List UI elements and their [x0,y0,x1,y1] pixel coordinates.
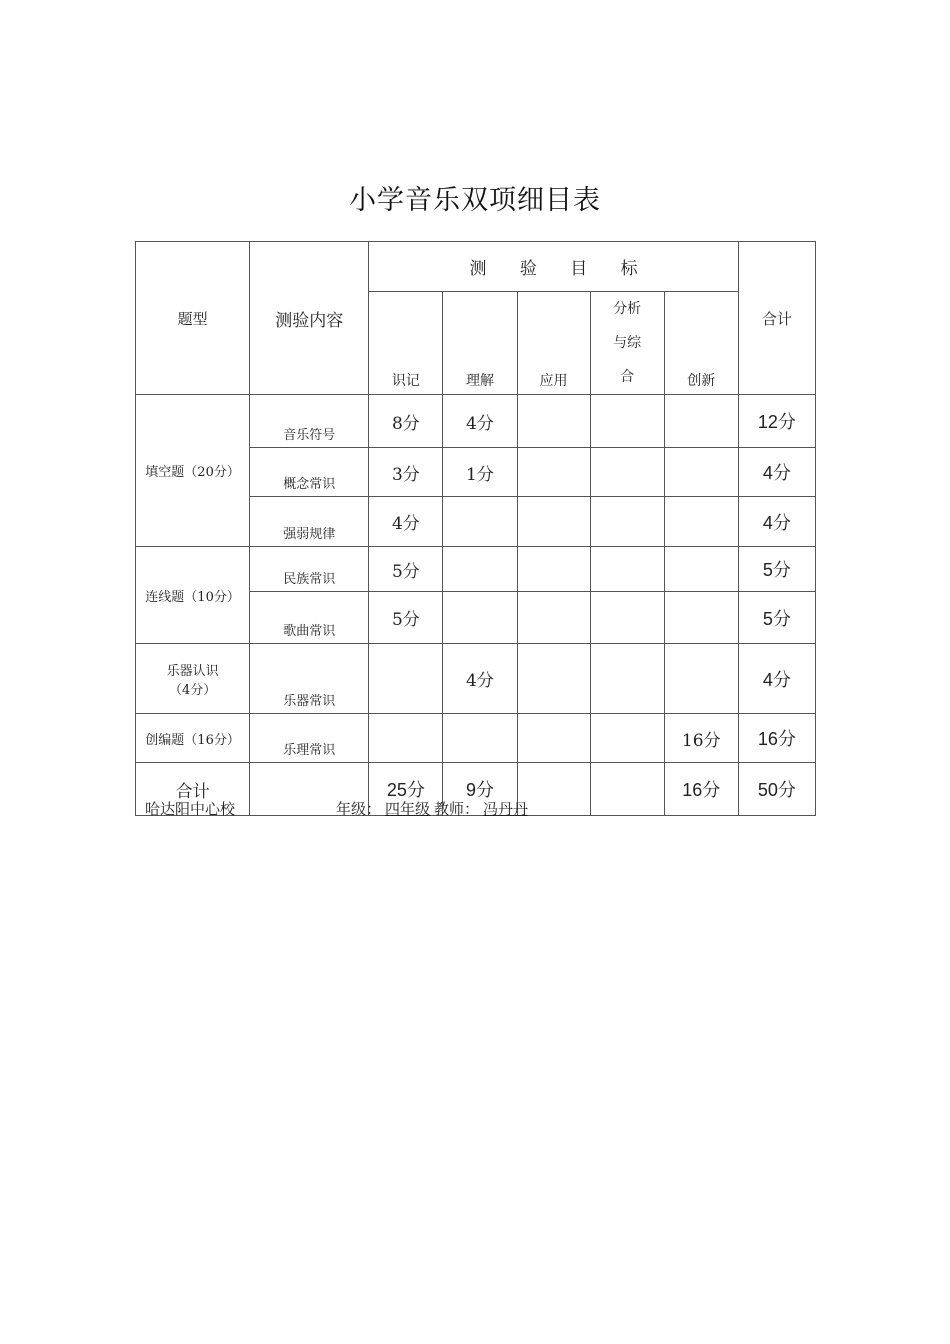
teacher-value: 冯丹丹 [483,800,529,818]
score-cell [443,547,517,592]
question-type-cell: 填空题（20分） [136,395,250,547]
score-cell [590,395,664,448]
score-cell [590,448,664,497]
score-cell: 4分 [443,644,517,714]
header-type: 题型 [136,242,250,395]
score-cell: 5分 [369,547,443,592]
content-cell: 歌曲常识 [250,592,369,644]
score-cell [517,714,590,763]
score-cell [590,592,664,644]
score-cell [590,497,664,547]
grand-total-cell: 50分 [738,763,815,816]
score-cell [517,497,590,547]
row-total-cell: 4分 [738,448,815,497]
total-score-cell [590,763,664,816]
header-content: 测验内容 [250,242,369,395]
score-cell [664,395,738,448]
row-total-cell: 12分 [738,395,815,448]
goal-col-analysis: 分析与综合 [590,292,664,395]
row-total-cell: 4分 [738,644,815,714]
score-cell [664,644,738,714]
goal-col-apply: 应用 [517,292,590,395]
score-cell [517,644,590,714]
row-total-cell: 4分 [738,497,815,547]
score-cell: 8分 [369,395,443,448]
score-cell [369,644,443,714]
content-cell: 民族常识 [250,547,369,592]
goal-col-create: 创新 [664,292,738,395]
score-cell [664,547,738,592]
score-cell: 5分 [369,592,443,644]
score-cell: 1分 [443,448,517,497]
row-total-cell: 16分 [738,714,815,763]
score-cell [443,714,517,763]
question-type-cell: 创编题（16分） [136,714,250,763]
score-cell: 4分 [443,395,517,448]
score-cell [664,448,738,497]
total-row-label: 合计 [136,763,250,816]
score-cell [664,592,738,644]
score-cell: 4分 [369,497,443,547]
score-cell: 16分 [664,714,738,763]
content-cell: 概念常识 [250,448,369,497]
score-cell [590,644,664,714]
question-type-cell: 连线题（10分） [136,547,250,644]
row-total-cell: 5分 [738,547,815,592]
grade-label: 年级： [336,800,382,818]
score-cell [517,592,590,644]
question-type-cell: 乐器认识（4分） [136,644,250,714]
content-cell: 乐器常识 [250,644,369,714]
score-cell [664,497,738,547]
score-cell [590,714,664,763]
content-cell: 音乐符号 [250,395,369,448]
total-score-cell: 16分 [664,763,738,816]
footer-meta [336,798,532,819]
goal-col-recall: 识记 [369,292,443,395]
grade-value: 四年级 [385,800,431,818]
total-score-cell: 25分 [369,763,443,816]
header-total: 合计 [738,242,815,395]
school-name: 哈达阳中心校 [145,800,236,818]
header-goal: 测 验 目 标 [369,242,739,292]
score-cell: 3分 [369,448,443,497]
score-cell [517,547,590,592]
spec-table [135,241,816,816]
score-cell [517,448,590,497]
score-cell [443,592,517,644]
score-cell [443,497,517,547]
score-cell [517,395,590,448]
score-cell [590,547,664,592]
score-cell [369,714,443,763]
content-cell: 乐理常识 [250,714,369,763]
goal-col-understand: 理解 [443,292,517,395]
page-title: 小学音乐双项细目表 [349,185,601,216]
row-total-cell: 5分 [738,592,815,644]
content-cell: 强弱规律 [250,497,369,547]
total-score-cell: 9分 [443,763,517,816]
teacher-label: 教师： [434,800,480,818]
